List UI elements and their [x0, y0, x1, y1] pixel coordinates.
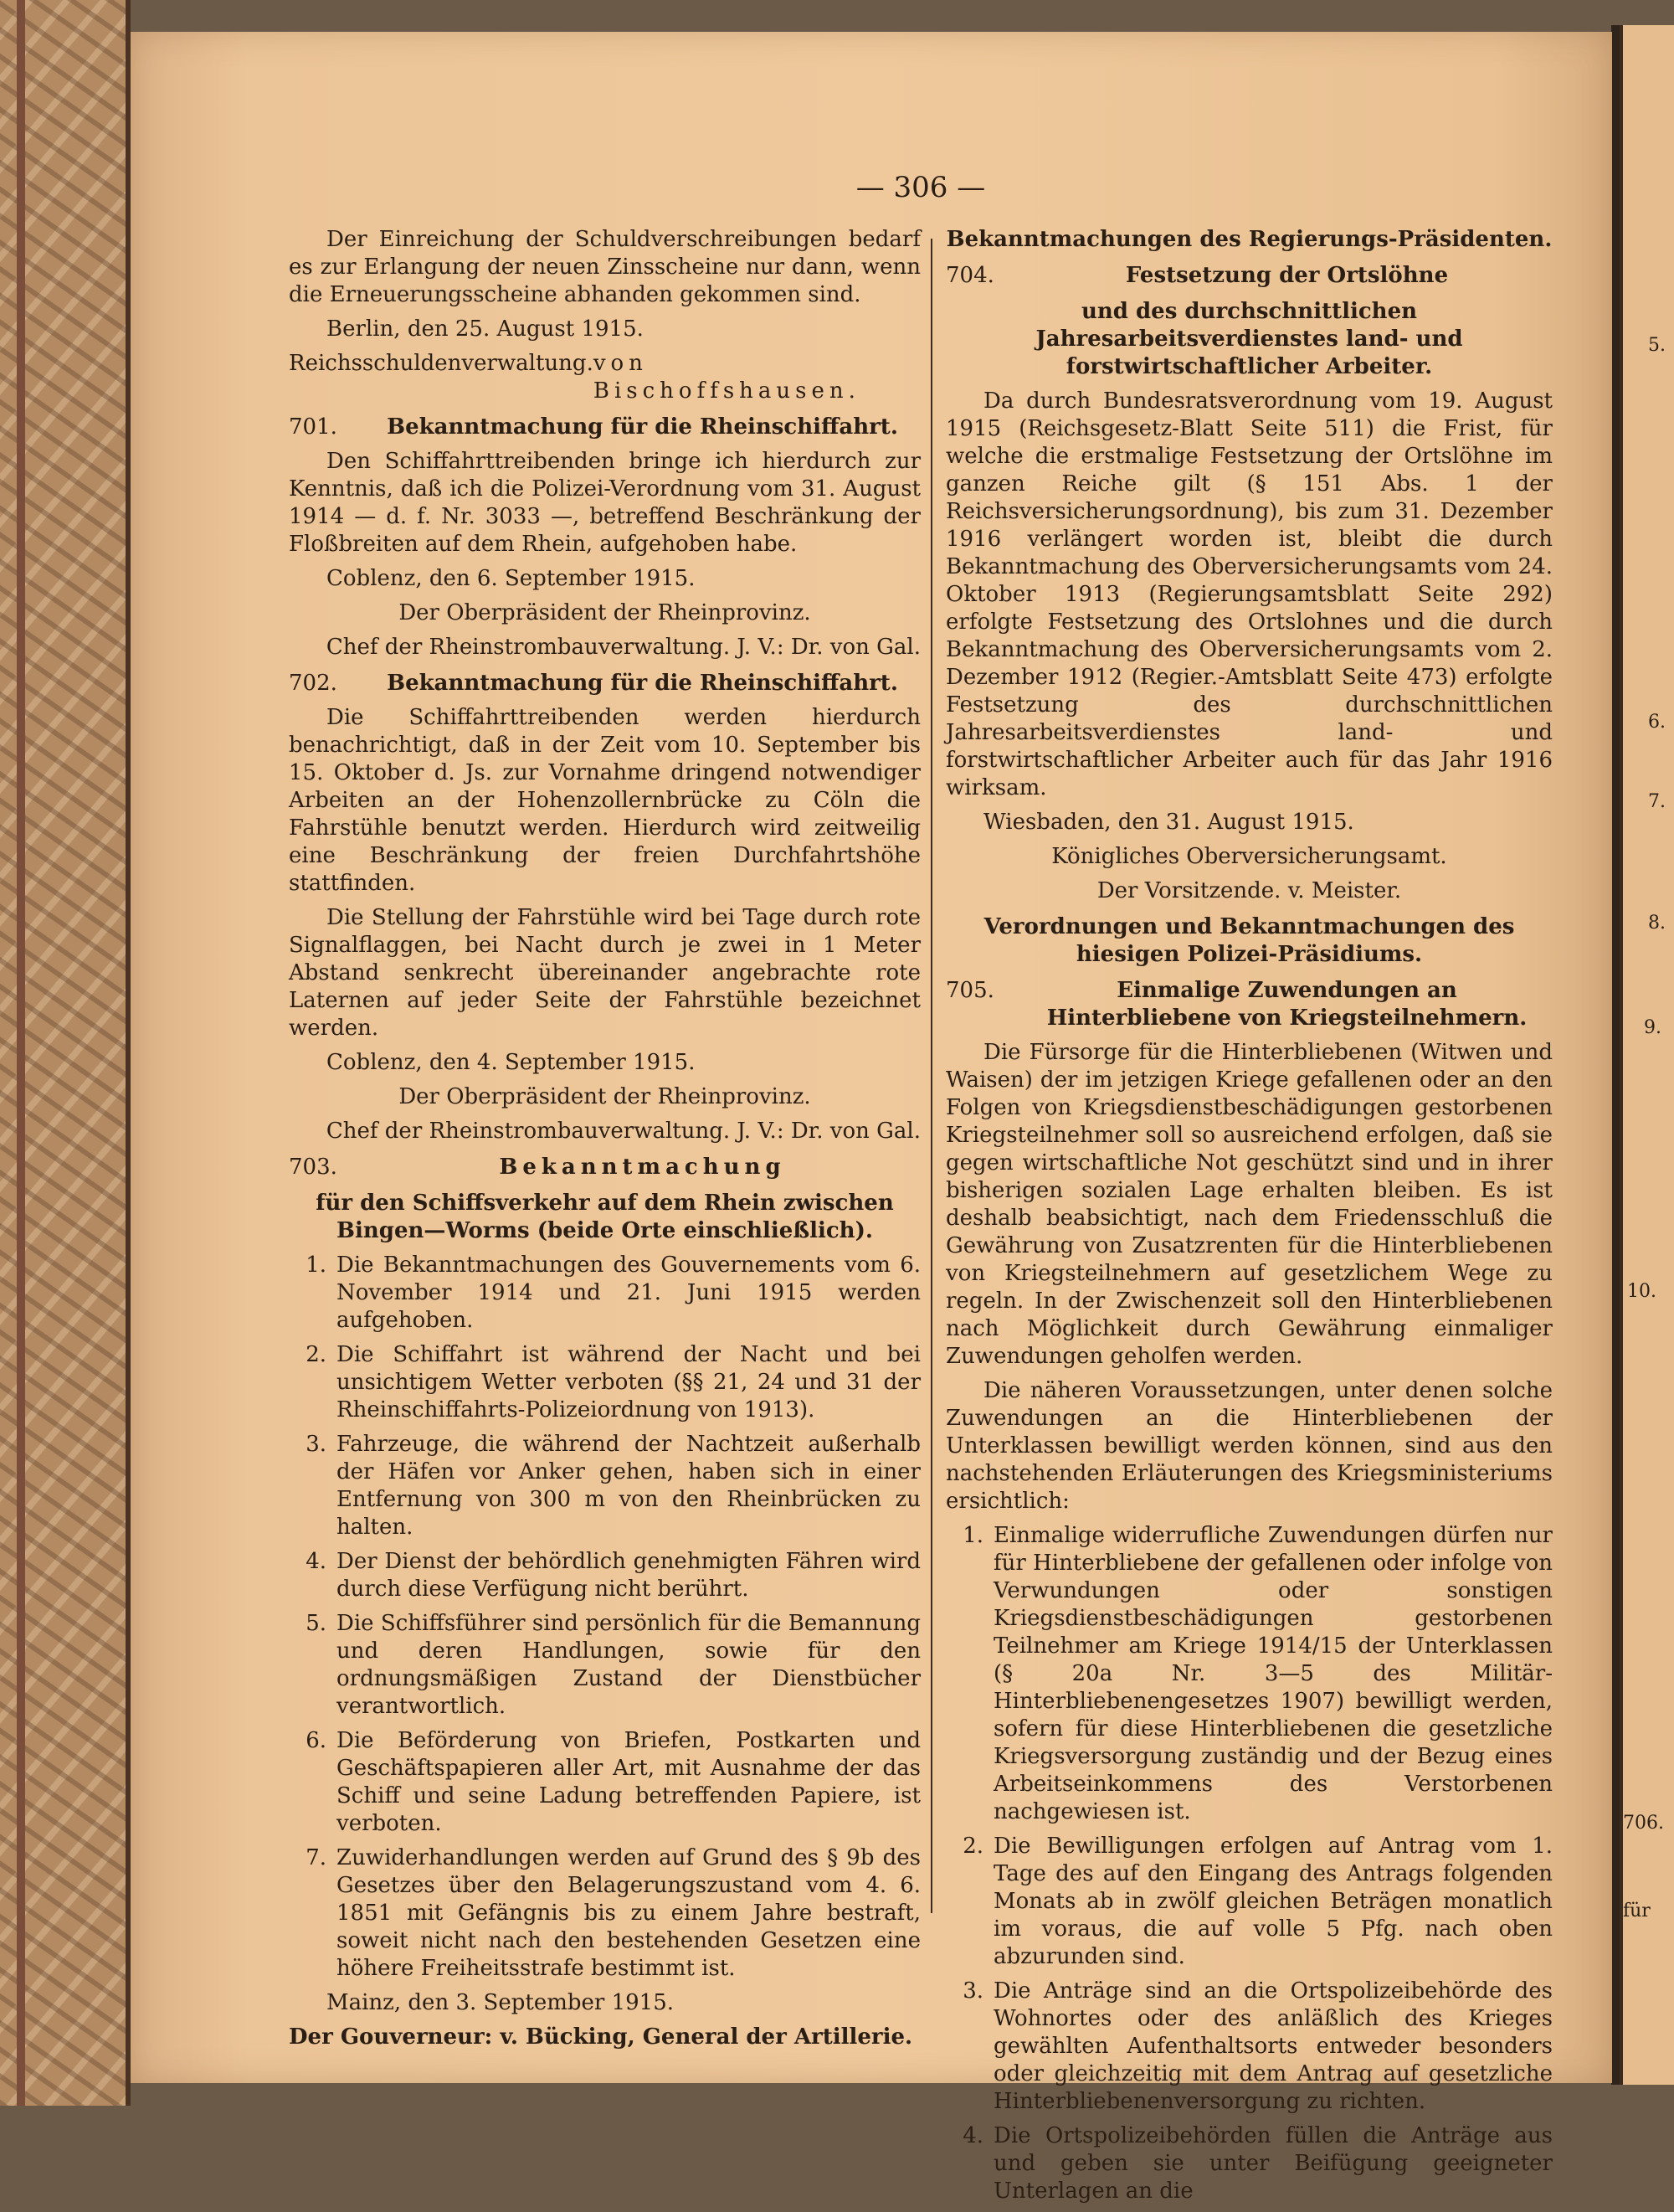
notice-702-sign2: Chef der Rheinstrombauverwaltung. J. V.: Dr. von Gal.	[326, 1119, 921, 1144]
notice-number: 705.	[946, 978, 994, 1003]
column-divider	[931, 239, 932, 1913]
margin-number: 5.	[1648, 335, 1666, 356]
list-item: 6. Die Beförderung von Briefen, Postkarten und Geschäftspapieren aller Art, mit Ausnahme der das Schiff und seine Ladung betreffenden Papiere, ist verboten.	[306, 1728, 921, 1836]
list-item: 2. Die Schiffahrt ist während der Nacht und bei unsichtigem Wetter verboten (§§ 21, 24 und 31 der Rheinschiffahrts-Polizeiordnung von 1913).	[306, 1342, 921, 1422]
notice-703-heading	[289, 1154, 921, 1181]
margin-number: 10.	[1627, 1281, 1656, 1302]
notice-title: Bekanntmachung für die Rheinschiffahrt.	[387, 671, 898, 696]
notice-number: 702.	[289, 671, 337, 696]
list-item: 2. Die Bewilligungen erfolgen auf Antrag vom 1. Tage des auf den Eingang des Antrags folgenden Monats ab in zwölf gleichen Beträgen monatlich im voraus, die auf volle 5 Pfg. nach oben abzurunden sind.	[963, 1834, 1553, 1969]
notice-number: 701.	[289, 414, 337, 440]
page-gutter	[1611, 25, 1620, 2085]
notice-title: Festsetzung der Ortslöhne	[1125, 263, 1449, 288]
intro-place-date: Berlin, den 25. August 1915.	[326, 316, 644, 342]
list-item: 4. Die Ortspolizeibehörden füllen die Anträge aus und geben sie unter Beifügung geeigneter Unterlagen an die	[963, 2123, 1553, 2204]
notice-title: Bekanntmachung	[499, 1155, 786, 1180]
margin-number: für	[1623, 1901, 1651, 1921]
margin-number: 7.	[1648, 791, 1666, 812]
notice-704-sign1: Königliches Oberversicherungsamt.	[1051, 844, 1447, 869]
notice-title: Einmalige Zuwendungen an Hinterbliebene von Kriegsteilnehmern.	[1046, 978, 1528, 1031]
list-item: 5. Die Schiffsführer sind persönlich für die Bemannung und deren Handlungen, sowie für den ordnungsmäßigen Zustand der Dienstbücher verantwortlich.	[306, 1611, 921, 1719]
list-item: 7. Zuwiderhandlungen werden auf Grund des § 9b des Gesetzes über den Belagerungszustand vom 4. 6. 1851 mit Gefängnis bis zu einem Jahre bestraft, soweit nicht nach den bestehenden Gesetzen eine höhere Freiheitsstrafe bestimmt ist.	[306, 1845, 921, 1981]
section-heading-polizei: Verordnungen und Bekanntmachungen des hiesigen Polizei-Präsidiums.	[983, 914, 1515, 967]
notice-704-sign2: Der Vorsitzende. v. Meister.	[1096, 878, 1402, 903]
notice-701-place: Coblenz, den 6. September 1915.	[326, 566, 696, 591]
notice-705-list	[946, 1522, 1553, 2205]
notice-704-place: Wiesbaden, den 31. August 1915.	[983, 810, 1354, 835]
notice-702-text2: Die Stellung der Fahrstühle wird bei Tage durch rote Signalflaggen, bei Nacht durch je zwei in 1 Meter Abstand senkrecht übereinander angebrachte rote Laternen auf jeder Seite der Fahrstühle bezeichnet werden.	[289, 905, 921, 1041]
notice-703-sign: Der Gouverneur: v. Bücking, General der Artillerie.	[289, 2024, 913, 2050]
notice-704-heading	[946, 262, 1553, 290]
list-item: 3. Fahrzeuge, die während der Nachtzeit außerhalb der Häfen vor Anker gehen, haben sich in einer Entfernung von 300 m von den Rheinbrücken zu halten.	[306, 1432, 921, 1540]
page-number: — 306 —	[855, 171, 986, 204]
right-column	[946, 226, 1553, 2212]
margin-number: 706.	[1623, 1813, 1664, 1834]
notice-title: Bekanntmachung für die Rheinschiffahrt.	[387, 414, 898, 440]
list-item: 1. Die Bekanntmachungen des Gouvernements vom 6. November 1914 und 21. Juni 1915 werden aufgehoben.	[306, 1253, 921, 1333]
margin-number: 8.	[1648, 913, 1666, 934]
binding-spine	[17, 0, 25, 2106]
intro-sign-right: von Bischoffshausen.	[593, 351, 860, 404]
notice-701-heading	[289, 414, 921, 441]
notice-704-text: Da durch Bundesratsverordnung vom 19. August 1915 (Reichsgesetz-Blatt Seite 511) die Frist, für welche die erstmalige Festsetzung der Ortslöhne im ganzen Reiche gilt (§ 151 Abs. 1 der Reichsversicherungsordnung), bis zum 31. Dezember 1916 verlängert worden ist, bleibt die durch Bekanntmachung des Oberversicherungsamts vom 24. Oktober 1913 (Regierungsamtsblatt Seite 292) erfolgte Festsetzung des Ortslohnes und die durch Bekanntmachung des Oberversicherungsamts vom 2. Dezember 1912 (Regier.-Amtsblatt Seite 473) erfolgte Festsetzung des durchschnittlichen Jahresarbeitsverdienstes land- und forstwirtschaftlicher Arbeiter auch für das Jahr 1916 wirksam.	[946, 388, 1553, 800]
notice-702-heading	[289, 670, 921, 697]
book-binding	[0, 0, 131, 2106]
margin-number: 9.	[1644, 1017, 1661, 1038]
intro-paragraph: Der Einreichung der Schuldverschreibungen bedarf es zur Erlangung der neuen Zinsscheine nur dann, wenn die Erneuerungsscheine abhanden gekommen sind.	[289, 227, 921, 307]
notice-701-text: Den Schiffahrttreibenden bringe ich hierdurch zur Kenntnis, daß ich die Polizei-Verordnung vom 31. August 1914 — d. f. Nr. 3033 —, betreffend Beschränkung der Floßbreiten auf dem Rhein, aufgehoben habe.	[289, 449, 921, 557]
notice-705-text2: Die näheren Voraussetzungen, unter denen solche Zuwendungen an die Hinterbliebenen der Unterklassen bewilligt werden können, sind aus den nachstehenden Erläuterungen des Kriegsministeriums ersichtlich:	[946, 1378, 1553, 1514]
list-item: 4. Der Dienst der behördlich genehmigten Fähren wird durch diese Verfügung nicht berührt.	[306, 1549, 921, 1602]
margin-number: 6.	[1648, 712, 1666, 733]
notice-702-place: Coblenz, den 4. September 1915.	[326, 1050, 696, 1075]
notice-702-text1: Die Schiffahrttreibenden werden hierdurch benachrichtigt, daß in der Zeit vom 10. September bis 15. Oktober d. Js. zur Vornahme dringend notwendiger Arbeiten an der Hohenzollernbrücke zu Cöln die Fahrstühle benutzt werden. Hierdurch wird zeitweilig eine Beschränkung der freien Durchfahrtshöhe stattfinden.	[289, 705, 921, 896]
notice-703-list	[289, 1252, 921, 1983]
intro-sign-left: Reichsschuldenverwaltung.	[289, 351, 593, 376]
notice-704-subtitle: und des durchschnittlichen Jahresarbeitsverdienstes land- und forstwirtschaftlicher Arbeiter.	[1035, 299, 1463, 379]
notice-number: 704.	[946, 263, 994, 288]
intro-signature	[289, 350, 921, 405]
notice-701-sign1: Der Oberpräsident der Rheinprovinz.	[398, 600, 811, 625]
notice-705-heading	[946, 977, 1553, 1032]
list-item: 3. Die Anträge sind an die Ortspolizeibehörde des Wohnortes oder des anläßlich des Krieges gewählten Aufenthaltsorts entweder besonders oder gleichzeitig mit dem Antrag auf gesetzliche Hinterbliebenenversorgung zu richten.	[963, 1978, 1553, 2114]
notice-701-sign2: Chef der Rheinstrombauverwaltung. J. V.: Dr. von Gal.	[326, 635, 921, 660]
left-column	[289, 226, 921, 2058]
notice-702-sign1: Der Oberpräsident der Rheinprovinz.	[398, 1084, 811, 1109]
notice-703-place: Mainz, den 3. September 1915.	[326, 1990, 675, 2015]
notice-705-text1: Die Fürsorge für die Hinterbliebenen (Witwen und Waisen) der im jetzigen Kriege gefallenen oder an den Folgen von Kriegsdienstbeschädigungen gestorbenen Kriegsteilnehmer soll so ausreichend erfolgen, daß sie gegen wirtschaftliche Not geschützt sind und in ihrer bisherigen sozialen Lage erhalten bleiben. Es ist deshalb beabsichtigt, nach dem Friedensschluß die Gewährung von Zusatzrenten für die Hinterbliebenen von Kriegsteilnehmern auf gesetzlichem Wege zu regeln. In der Zwischenzeit soll den Hinterbliebenen nach Möglichkeit durch Gewährung einmaliger Zuwendungen geholfen werden.	[946, 1040, 1553, 1369]
notice-number: 703.	[289, 1155, 337, 1180]
list-item: 1. Einmalige widerrufliche Zuwendungen dürfen nur für Hinterbliebene der gefallenen oder infolge von Verwundungen oder sonstigen Kriegsdienstbeschädigungen gestorbenen Teilnehmer am Kriege 1914/15 der Unterklassen (§ 20a Nr. 3—5 des Militär-Hinterbliebenengesetzes 1907) bewilligt werden, sofern für diese Hinterbliebenen die gesetzliche Kriegsversorgung zuständig und der Bezug eines Arbeitseinkommens des Verstorbenen nachgewiesen ist.	[963, 1523, 1553, 1824]
next-page-edge	[1620, 25, 1674, 2085]
notice-703-subtitle: für den Schiffsverkehr auf dem Rhein zwischen Bingen—Worms (beide Orte einschließlich).	[316, 1191, 894, 1243]
section-heading-regierung: Bekanntmachungen des Regierungs-Präsidenten.	[946, 227, 1553, 252]
